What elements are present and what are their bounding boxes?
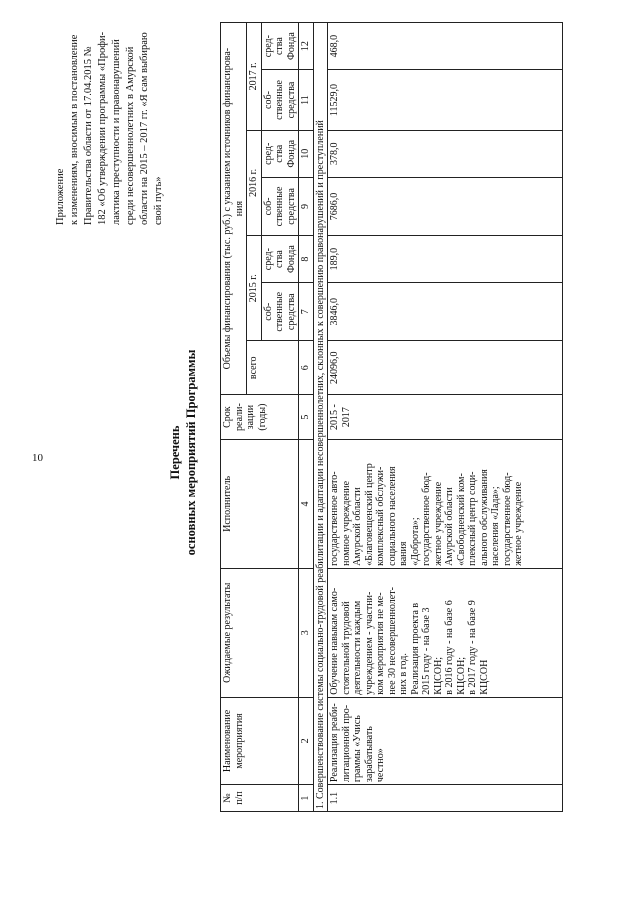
column-number: 3	[299, 568, 314, 697]
row-name: Реализация реаби- литационной про- граммы «Учись зарабатывать честно»	[328, 697, 563, 784]
row-own-2015: 3846,0	[328, 283, 563, 341]
header-name: Наименование мероприятия	[221, 697, 299, 784]
appendix-line: Правительства области от 17.04.2015 №	[82, 46, 94, 225]
header-executor: Исполнитель	[221, 440, 299, 569]
column-number: 12	[299, 23, 314, 70]
column-number: 5	[299, 395, 314, 440]
header-year-2015: 2015 г.	[247, 236, 262, 341]
header-own: соб- ственные средства	[261, 177, 299, 235]
column-number: 8	[299, 236, 314, 283]
header-row	[221, 23, 247, 812]
header-year-2017: 2017 г.	[247, 23, 262, 131]
row-own-2016: 7686,0	[328, 177, 563, 235]
appendix-line: лактика преступности и правонарушений	[110, 39, 122, 225]
row-num: 1.1	[328, 785, 563, 812]
appendix-line: к изменениям, вносимым в постановление	[68, 34, 80, 225]
row-term: 2015 - 2017	[328, 395, 563, 440]
row-fund-2016: 378,0	[328, 130, 563, 177]
header-total: всего	[247, 341, 299, 395]
column-number: 6	[299, 341, 314, 395]
section-heading: 1. Совершенствование системы социально-трудовой реабилитации и адаптации несовершеннолетних, склонных к совершению правонарушений и преступлений	[313, 23, 328, 812]
appendix-line: области на 2015 – 2017 гг. «Я сам выбираю	[138, 32, 150, 225]
header-funding: Объемы финансирования (тыс. руб.) с указанием источников финансирова- ния	[221, 23, 247, 395]
header-own: соб- ственные средства	[261, 70, 299, 131]
row-executor: государственное авто- номное учреждение Амурской области «Благовещенский центр комплексный обслужи- социального населения вания «Доброта»; государственное бюд- жетное учреждение Амурской области «Свободненский ком- плексный центр соци- ального обслуживания населения «Лада»; государственное бюд- жетное учреждение	[328, 440, 563, 569]
document-subtitle: основных мероприятий Программы	[184, 349, 198, 556]
appendix-line: 182 «Об утверждении программы «Профи-	[96, 31, 108, 225]
section-row	[313, 23, 328, 812]
header-year-2016: 2016 г.	[247, 130, 262, 235]
appendix-line: свой путь»	[152, 176, 164, 225]
table-row	[328, 23, 563, 812]
column-number: 10	[299, 130, 314, 177]
column-number: 7	[299, 283, 314, 341]
row-own-2017: 11529,0	[328, 70, 563, 131]
column-number: 1	[299, 785, 314, 812]
header-results: Ожидаемые результаты	[221, 568, 299, 697]
header-own: соб- ственные средства	[261, 283, 299, 341]
row-fund-2017: 468,0	[328, 23, 563, 70]
column-number: 4	[299, 440, 314, 569]
column-number: 11	[299, 70, 314, 131]
row-fund-2015: 189,0	[328, 236, 563, 283]
document-title: Перечень	[168, 425, 182, 480]
column-number-row	[299, 23, 314, 812]
header-num: № п/п	[221, 785, 299, 812]
row-total: 24096,0	[328, 341, 563, 395]
header-fund: сред- ства Фонда	[261, 130, 299, 177]
appendix-line: среди несовершеннолетних в Амурской	[124, 46, 136, 225]
header-term: Срок реали- зации (годы)	[221, 395, 299, 440]
header-fund: сред- ства Фонда	[261, 236, 299, 283]
appendix-line: Приложение	[55, 168, 66, 225]
column-number: 2	[299, 697, 314, 784]
page-number: 10	[32, 452, 43, 464]
row-results: Обучение навыкам само- стоятельной трудовой деятельности каждым учреждением - участни- ком мероприятия не ме- нее 30 несовершеннолет- них в год. Реализация проекта в 2015 году - на базе 3 КЦСОН; в 2016 году - на базе 6 КЦСОН; в 2017 году - на базе 9 КЦСОН	[328, 568, 563, 697]
header-fund: сред- ства Фонда	[261, 23, 299, 70]
measures-table	[220, 22, 563, 812]
column-number: 9	[299, 177, 314, 235]
appendix-note	[54, 5, 166, 225]
